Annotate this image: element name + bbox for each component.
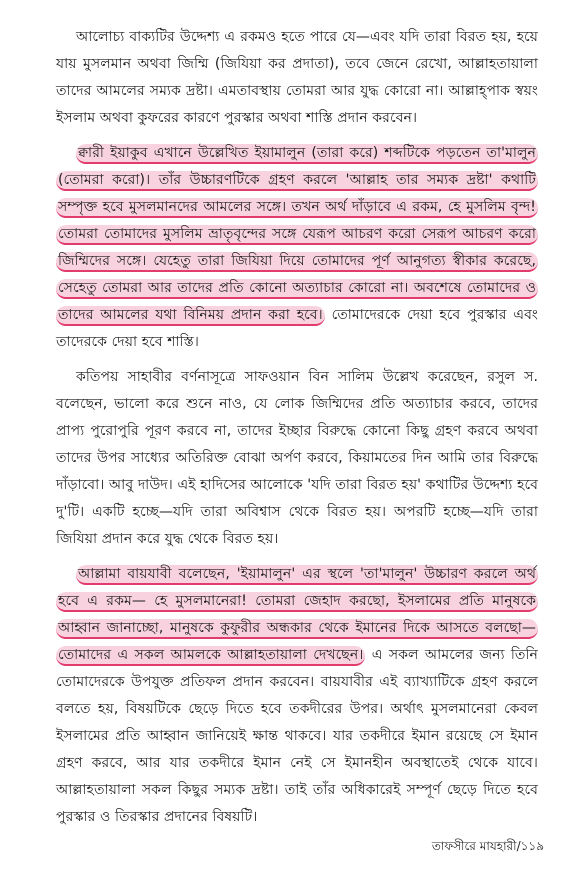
paragraph-text: তোমাদেরকে দেয়া হবে পুরস্কার এবং তাদেরকে দেয়া হবে শাস্তি। (56, 307, 538, 350)
highlighted-passage: ক্বারী ইয়াকুব এখানে উল্লেখিত ইয়ামালুন (তারা করে) শব্দটিকে পড়তেন তা'মালুন (তোমরা করো)। তাঁর উচ্চারণটিকে গ্রহণ করলে 'আল্লাহ তার সম্যক দ্রষ্টা' কথাটি সম্পৃক্ত হবে মুসলমানদের আমলের সঙ্গে। তখন অর্থ দাঁড়াবে এ রকম, হে মুসলিম বৃন্দ! তোমরা তোমাদের মুসলিম ভ্রাতৃবৃন্দের সঙ্গে যেরূপ আচরণ করো সেরূপ আচরণ করো জিম্মিদের সঙ্গে। যেহেতু তারা জিযিয়া দিয়ে তোমাদের পূর্ণ আনুগত্য স্বীকার করেছে, সেহেতু তোমরা আর তাদের প্রতি কোনো অত্যাচার কোরো না। অবশেষে তোমাদের ও তাদের আমলের যথা বিনিময় প্রদান করা হবে। (56, 144, 538, 326)
paragraph-3 (56, 364, 538, 553)
paragraph-2 (56, 140, 538, 356)
paragraph-text: আলোচ্য বাক্যটির উদ্দেশ্য এ রকমও হতে পারে যে—এবং যদি তারা বিরত হয়, হয়ে যায় মুসলমান অথবা জিম্মি (জিযিয়া কর প্রদাতা), তবে জেনে রেখো, আল্লাহতায়ালা তাদের আমলের সম্যক দ্রষ্টা। এমতাবস্থায় তোমরা আর যুদ্ধ কোরো না। আল্লাহ্পাক স্বয়ং ইসলাম অথবা কুফরের কারণে পুরস্কার অথবা শাস্তি প্রদান করবেন। (56, 29, 538, 126)
highlighted-passage: আল্লামা বায়যাবী বলেছেন, 'ইয়ামালুন' এর স্থলে 'তা'মালুন' উচ্চারণ করলে অর্থ হবে এ রকম— হে মুসলমানেরা! তোমরা জেহাদ করছো, ইসলামের প্রতি মানুষকে আহ্বান জানাচ্ছো, মানুষকে কুফুরীর অন্ধকার থেকে ইমানের দিকে আসতে বলছো—তোমাদের এ সকল আমলকে আল্লাহতায়ালা দেখছেন। (56, 565, 538, 666)
paragraph-4 (56, 561, 538, 831)
paragraph-text: এ সকল আমলের জন্য তিনি তোমাদেরকে উপযুক্ত প্রতিফল প্রদান করবেন। বায়যাবীর এই ব্যাখ্যাটিকে গ্রহণ করলে বলতে হয়, বিষয়টিকে ছেড়ে দিতে হবে তকদীরের উপর। অর্থাৎ মুসলমানেরা কেবল ইসলামের প্রতি আহ্বান জানিয়েই ক্ষান্ত থাকবে। যার তকদীরে ইমান রয়েছে সে ইমান গ্রহণ করবে, আর যার তকদীরে ইমান নেই সে ইমানহীন অবস্থাতেই থেকে যাবে। আল্লাহতায়ালা সকল কিছুর সম্যক দ্রষ্টা। তাই তাঁর অধিকারেই সম্পূর্ণ ছেড়ে দিতে হবে পুরস্কার ও তিরস্কার প্রদানের বিষয়টি। (56, 647, 538, 825)
page-body (56, 24, 538, 839)
page-footer: তাফসীরে মাযহারী/১১৯ (431, 839, 544, 853)
paragraph-1 (56, 24, 538, 132)
paragraph-text: কতিপয় সাহাবীর বর্ণনাসূত্রে সাফওয়ান বিন সালিম উল্লেখ করেছেন, রসুল স. বলেছেন, ভালো করে শুনে নাও, যে লোক জিম্মিদের প্রতি অত্যাচার করবে, তাদের প্রাপ্য পুরোপুরি পূরণ করবে না, তাদের ইচ্ছার বিরুদ্ধে কোনো কিছু গ্রহণ করবে অথবা তাদের উপর সাধ্যের অতিরিক্ত বোঝা অর্পণ করবে, কিয়ামতের দিন আমি তার বিরুদ্ধে দাঁড়াবো। আবু দাউদ। এই হাদিসের আলোকে 'যদি তারা বিরত হয়' কথাটির উদ্দেশ্য হবে দু'টি। একটি হচ্ছে—যদি তারা অবিশ্বাস থেকে বিরত হয়। অপরটি হচ্ছে—যদি তারা জিযিয়া প্রদান করে যুদ্ধ থেকে বিরত হয়। (56, 369, 538, 547)
